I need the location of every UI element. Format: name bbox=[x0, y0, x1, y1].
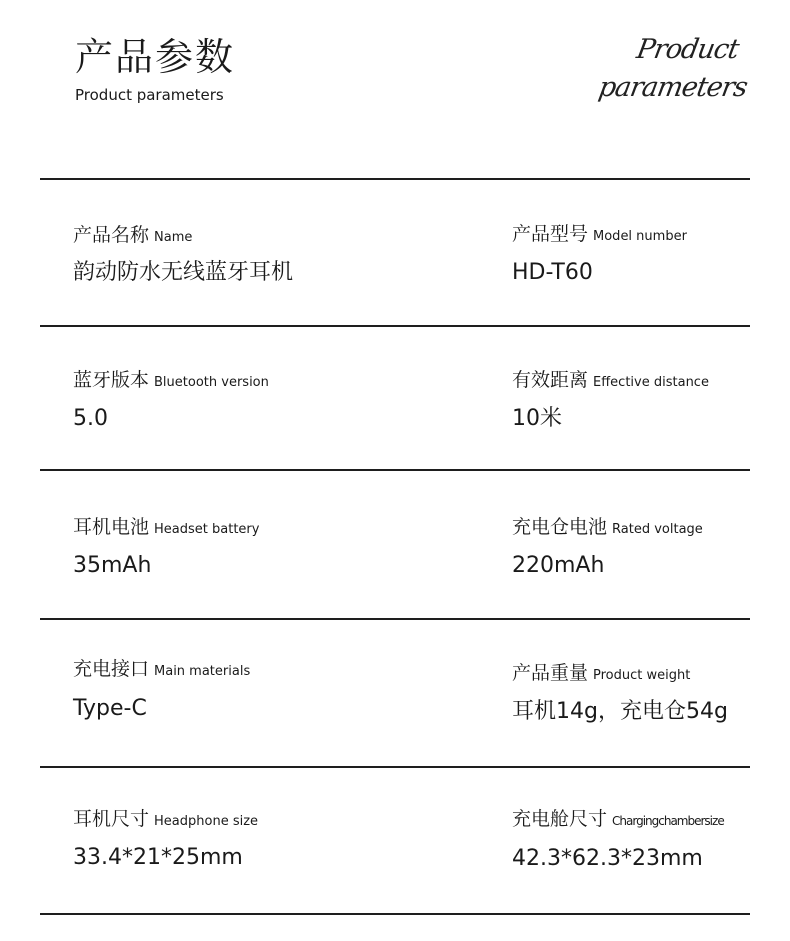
param-label-effective-distance bbox=[512, 371, 709, 390]
divider bbox=[40, 913, 750, 915]
param-value-name: 韵动防水无线蓝牙耳机 bbox=[73, 260, 294, 285]
param-label-en: Chargingchambersize bbox=[612, 814, 724, 828]
divider bbox=[40, 766, 750, 768]
param-value-case-battery: 220mAh bbox=[512, 553, 605, 578]
param-value-headset-battery: 35mAh bbox=[73, 553, 152, 578]
param-value-model-number: HD-T60 bbox=[512, 260, 593, 285]
param-label-zh: 耳机电池 bbox=[73, 516, 150, 538]
param-label-headphone-size bbox=[73, 810, 258, 829]
param-value-charging-port: Type-C bbox=[73, 696, 147, 721]
script-logo bbox=[596, 34, 750, 110]
divider bbox=[40, 618, 750, 620]
param-label-zh: 产品重量 bbox=[512, 662, 589, 684]
param-label-en: Bluetooth version bbox=[154, 375, 269, 390]
param-label-model-number bbox=[512, 225, 687, 244]
param-value-case-size: 42.3*62.3*23mm bbox=[512, 846, 703, 871]
param-value-product-weight: 耳机14g，充电仓54g bbox=[512, 699, 728, 724]
param-label-en: Headset battery bbox=[154, 522, 260, 537]
divider bbox=[40, 178, 750, 180]
param-label-zh: 充电舱尺寸 bbox=[512, 808, 608, 830]
script-logo-line-1: Product bbox=[634, 34, 741, 65]
page-title: 产品参数 bbox=[75, 35, 236, 79]
divider bbox=[40, 325, 750, 327]
param-label-en: Rated voltage bbox=[612, 522, 703, 537]
param-label-zh: 充电接口 bbox=[73, 658, 150, 680]
param-label-zh: 有效距离 bbox=[512, 369, 589, 391]
param-label-product-weight bbox=[512, 664, 690, 683]
param-label-en: Headphone size bbox=[154, 814, 259, 829]
script-logo-line-2: parameters bbox=[596, 72, 750, 103]
param-label-zh: 蓝牙版本 bbox=[73, 369, 150, 391]
param-value-effective-distance: 10米 bbox=[512, 406, 562, 431]
param-label-zh: 充电仓电池 bbox=[512, 516, 608, 538]
param-label-case-size bbox=[512, 810, 724, 829]
param-label-name bbox=[73, 226, 192, 245]
param-label-headset-battery bbox=[73, 518, 259, 537]
divider bbox=[40, 469, 750, 471]
param-label-en: Model number bbox=[593, 229, 687, 244]
param-label-bluetooth-version bbox=[73, 371, 269, 390]
param-label-case-battery bbox=[512, 518, 703, 537]
param-label-en: Main materials bbox=[154, 664, 251, 679]
param-label-en: Effective distance bbox=[593, 375, 709, 390]
param-label-zh: 耳机尺寸 bbox=[73, 808, 150, 830]
param-value-headphone-size: 33.4*21*25mm bbox=[73, 845, 243, 870]
param-value-bluetooth-version: 5.0 bbox=[73, 406, 108, 431]
param-label-en: Product weight bbox=[593, 668, 691, 683]
param-label-en: Name bbox=[154, 230, 193, 245]
param-label-zh: 产品型号 bbox=[512, 223, 589, 245]
param-label-zh: 产品名称 bbox=[73, 224, 150, 246]
page-subtitle: Product parameters bbox=[75, 86, 224, 104]
param-label-charging-port bbox=[73, 660, 250, 679]
